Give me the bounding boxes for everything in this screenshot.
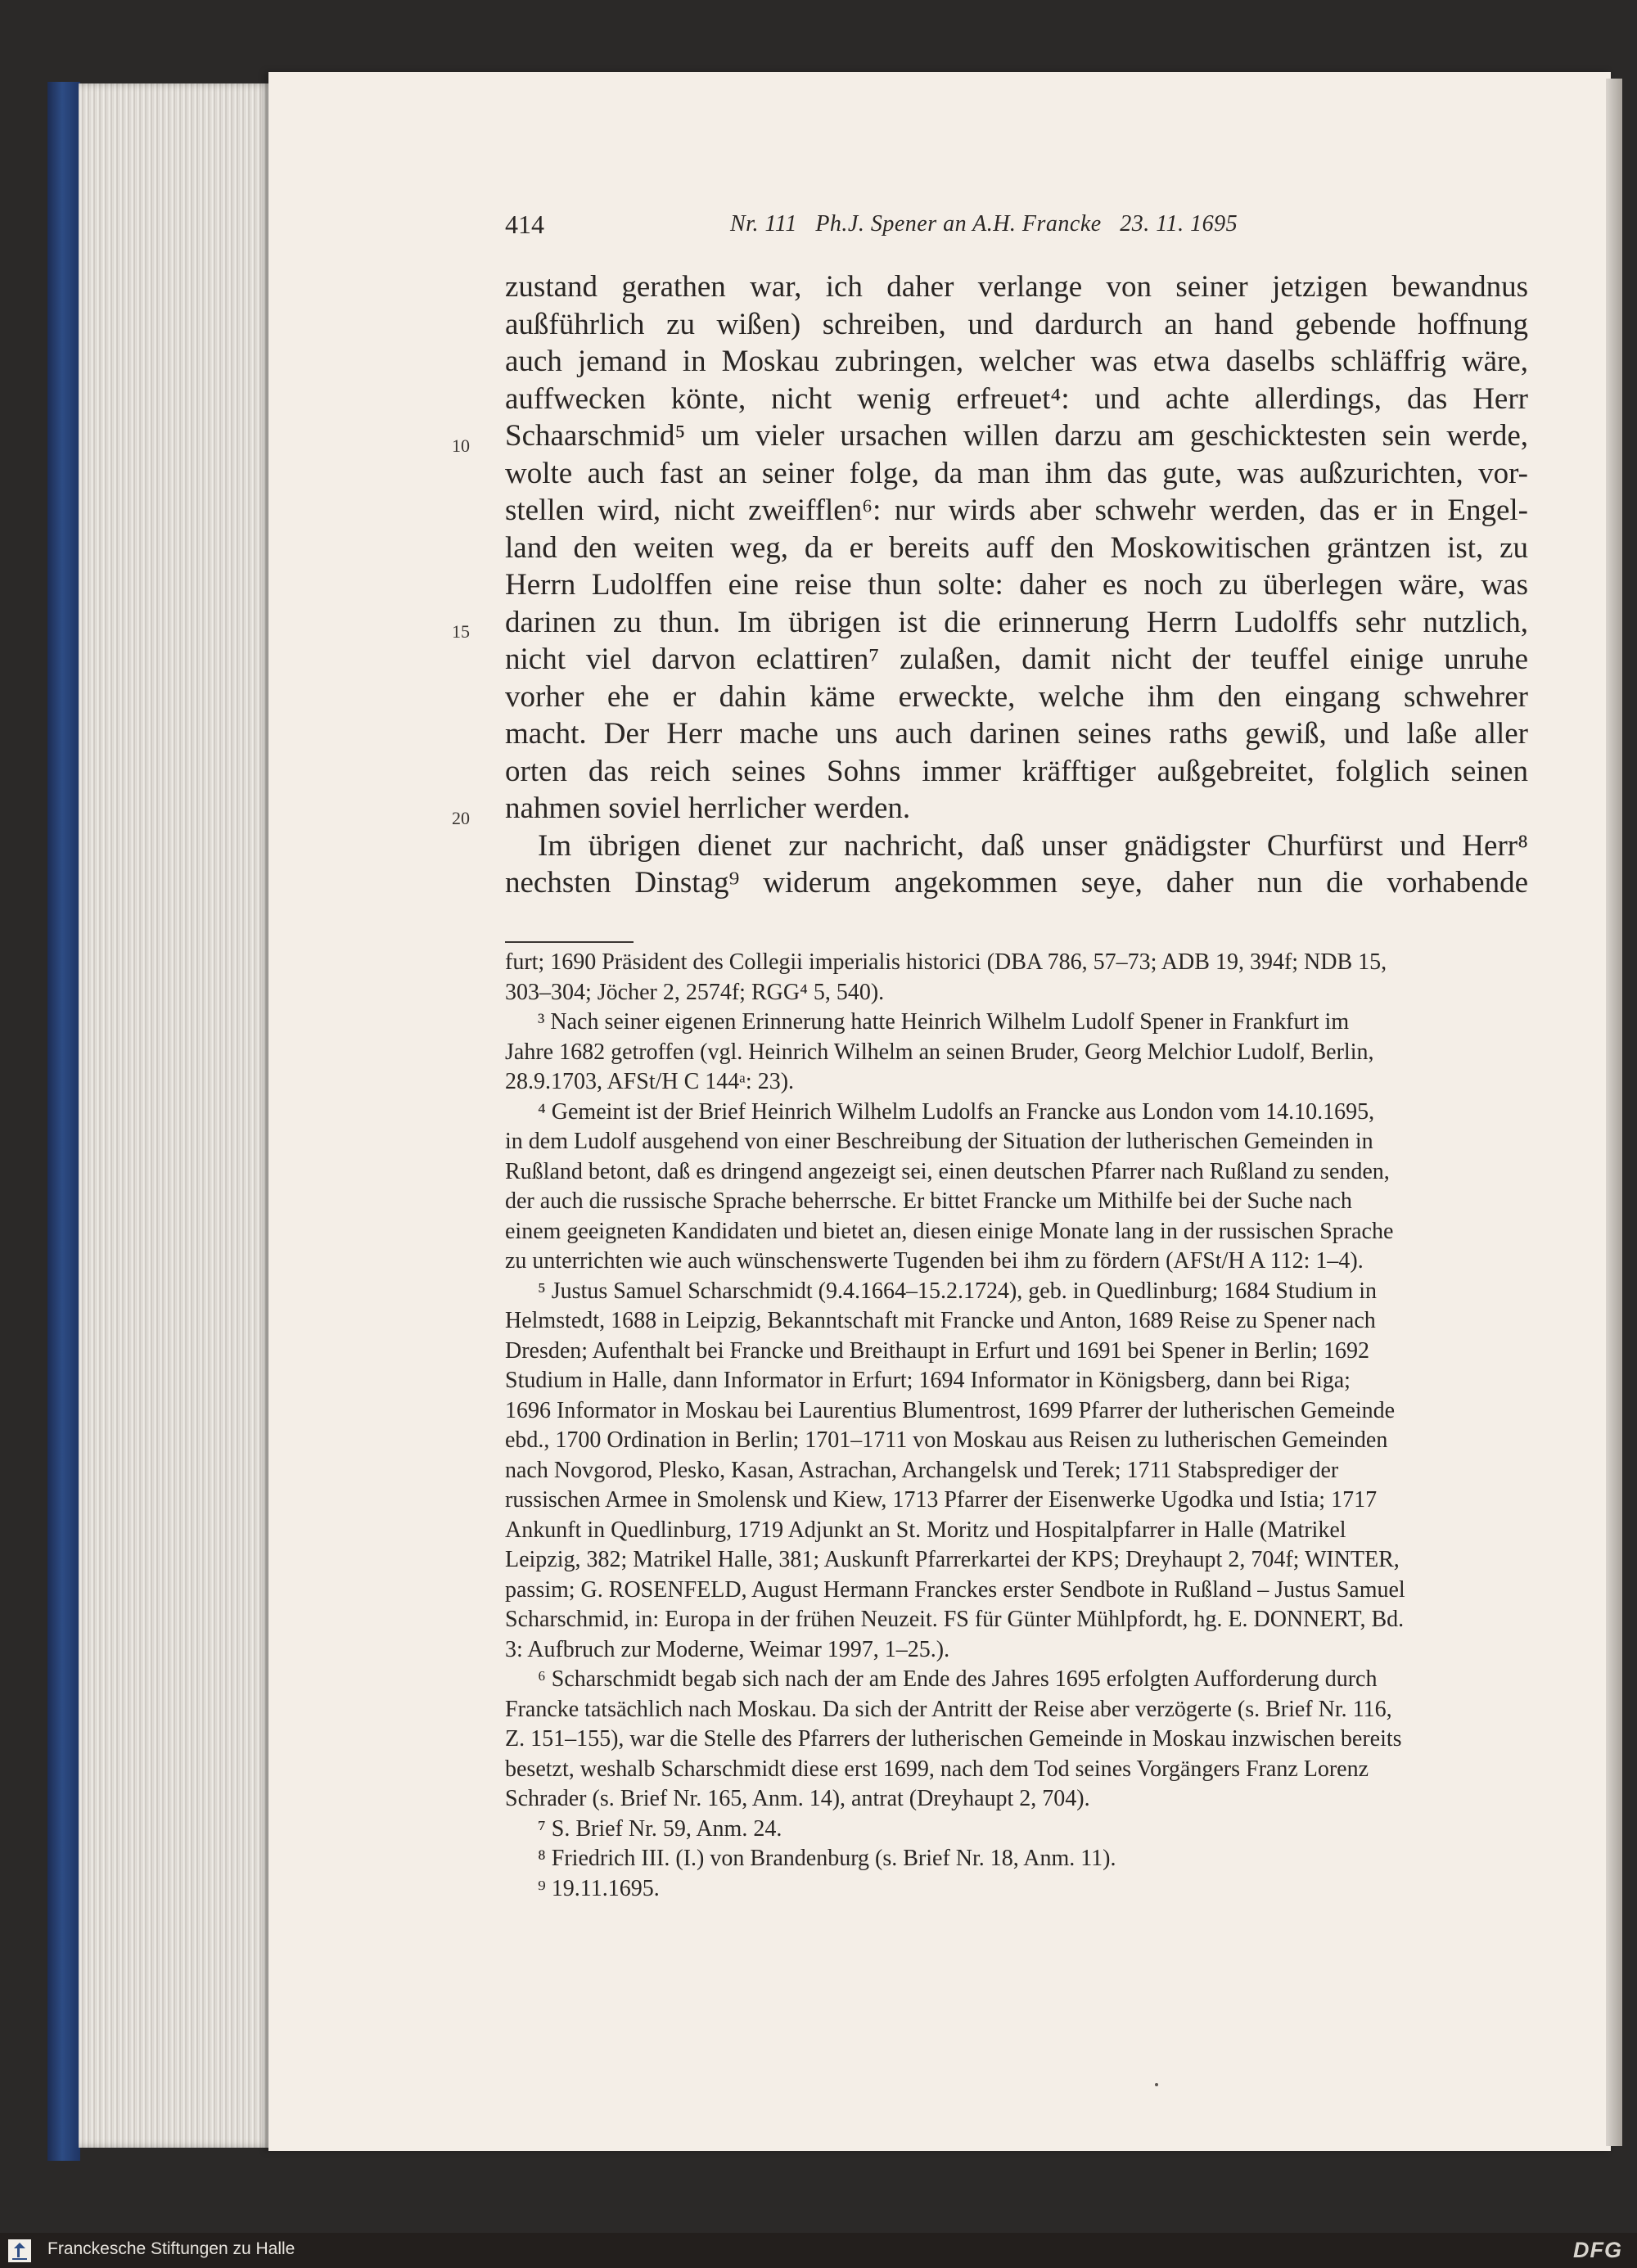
letter-body xyxy=(505,268,1528,902)
institution-logo-icon xyxy=(8,2239,31,2262)
body-line: wolte auch fast an seiner folge, da man ihm das gute, was außzurichten, vor- xyxy=(505,456,1528,490)
body-line: nahmen soviel herrlicher werden. xyxy=(505,791,911,825)
footnote-line: russischen Armee in Smolensk und Kiew, 1713 Pfarrer der Eisenwerke Ugodka und Istia; 1717 xyxy=(505,1487,1378,1513)
footnote-line: Francke tatsächlich nach Moskau. Da sich der Antritt der Reise aber verzögerte (s. Brief Nr. 116, xyxy=(505,1696,1392,1722)
footnote-line: ebd., 1700 Ordination in Berlin; 1701–1711 von Moskau aus Reisen zu lutherischen Gemeinden xyxy=(505,1427,1388,1453)
footnote-line: passim; G. ROSENFELD, August Hermann Franckes erster Sendbote in Rußland – Justus Samuel xyxy=(505,1576,1405,1603)
footnote-line: besetzt, weshalb Scharschmidt diese erst 1699, nach dem Tod seines Vorgängers Franz Lorenz xyxy=(505,1756,1369,1782)
footnote-line: Dresden; Aufenthalt bei Francke und Breithaupt in Erfurt und 1691 bei Spener in Berlin; 1692 xyxy=(505,1337,1369,1364)
footnote-4 xyxy=(505,1098,1528,1277)
footnote-line: 28.9.1703, AFSt/H C 144ᵃ: 23). xyxy=(505,1069,795,1094)
body-line: darinen zu thun. Im übrigen ist die erinnerung Herrn Ludolffs sehr nutzlich, xyxy=(505,605,1528,639)
line-number-20: 20 xyxy=(452,808,470,828)
body-line: vorher ehe er dahin käme erweckte, welche ihm den eingang schwehrer xyxy=(505,679,1528,714)
footnote-line: Studium in Halle, dann Informator in Erfurt; 1694 Informator in Königsberg, dann bei Riga; xyxy=(505,1368,1351,1393)
footnote-line: in dem Ludolf ausgehend von einer Beschreibung der Situation der lutherischen Gemeinden in xyxy=(505,1129,1373,1154)
footnote-line: zu unterrichten wie auch wünschenswerte Tugenden bei ihm zu fördern (AFSt/H A 112: 1–4). xyxy=(505,1248,1364,1274)
footnote-line: Leipzig, 382; Matrikel Halle, 381; Auskunft Pfarrerkartei der KPS; Dreyhaupt 2, 704f; WINTER, xyxy=(505,1547,1400,1572)
footnote-line: ⁵ Justus Samuel Scharschmidt (9.4.1664–15.2.1724), geb. in Quedlinburg; 1684 Studium in xyxy=(538,1278,1377,1304)
body-line: außführlich zu wißen) schreiben, und dardurch an hand gebende hoffnung xyxy=(505,307,1528,341)
page-speck xyxy=(1155,2083,1158,2086)
body-line: nechsten Dinstag⁹ widerum angekommen seye, daher nun die vorhabende xyxy=(505,866,1528,900)
footnote-line: Ankunft in Quedlinburg, 1719 Adjunkt an St. Moritz und Hospitalpfarrer in Halle (Matrikel xyxy=(505,1517,1346,1543)
body-line: nicht viel darvon eclattiren⁷ zulaßen, damit nicht der teuffel einige unruhe xyxy=(505,643,1528,676)
footnote-line: der auch die russische Sprache beherrsche. Er bittet Francke um Mithilfe bei der Suche nach xyxy=(505,1188,1352,1214)
footnote-line: Rußland betont, daß es dringend angezeigt sei, einen deutschen Pfarrer nach Rußland zu senden, xyxy=(505,1158,1390,1184)
footnote-line: furt; 1690 Präsident des Collegii imperialis historici (DBA 786, 57–73; ADB 19, 394f; NDB 15, xyxy=(505,949,1387,975)
footnote-8: ⁸ Friedrich III. (I.) von Brandenburg (s. Brief Nr. 18, Anm. 11). xyxy=(538,1846,1116,1871)
body-line: Schaarschmid⁵ um vieler ursachen willen darzu am geschicktesten sein werde, xyxy=(505,419,1528,453)
footnote-line: ³ Nach seiner eigenen Erinnerung hatte Heinrich Wilhelm Ludolf Spener in Frankfurt im xyxy=(538,1009,1350,1035)
footnote-line: Helmstedt, 1688 in Leipzig, Bekanntschaft mit Francke und Anton, 1689 Reise zu Spener nach xyxy=(505,1308,1376,1333)
footnote-5 xyxy=(505,1277,1528,1666)
body-line: macht. Der Herr mache uns auch darinen seines raths gewiß, und laße aller xyxy=(505,717,1528,751)
body-line: zustand gerathen war, ich daher verlange von seiner jetzigen bewandnus xyxy=(505,270,1528,304)
footnote-separator xyxy=(505,941,634,943)
body-line: Im übrigen dienet zur nachricht, daß unser gnädigster Churfürst und Herr⁸ xyxy=(538,828,1528,863)
body-line: Herrn Ludolffen eine reise thun solte: daher es noch zu überlegen wäre, was xyxy=(505,568,1528,602)
body-line: land den weiten weg, da er bereits auff den Moskowitischen gräntzen ist, zu xyxy=(505,530,1528,565)
footnote-continuation xyxy=(505,948,1528,1008)
footnote-line: Schrader (s. Brief Nr. 165, Anm. 14), antrat (Dreyhaupt 2, 704). xyxy=(505,1786,1090,1811)
dfg-logo: DFG xyxy=(1573,2238,1622,2262)
footnote-line: 3: Aufbruch zur Moderne, Weimar 1997, 1–25.). xyxy=(505,1636,950,1662)
page-right-edge xyxy=(1606,79,1622,2146)
body-line: auffwecken könte, nicht wenig erfreuet⁴: und achte allerdings, das Herr xyxy=(505,381,1528,416)
viewer-footer xyxy=(0,2233,1637,2268)
body-line: auch jemand in Moskau zubringen, welcher was etwa daselbs schläffrig wäre, xyxy=(505,345,1528,378)
footnote-line: 303–304; Jöcher 2, 2574f; RGG⁴ 5, 540). xyxy=(505,979,885,1005)
footnote-line: 1696 Informator in Moskau bei Laurentius Blumentrost, 1699 Pfarrer der lutherischen Gemeinde xyxy=(505,1397,1396,1423)
line-number-10: 10 xyxy=(452,435,470,456)
footnote-line: einem geeigneten Kandidaten und bietet an, diesen einige Monate lang in der russischen Sprache xyxy=(505,1218,1394,1244)
footnote-3 xyxy=(505,1008,1528,1098)
body-line: orten das reich seines Sohns immer kräfftiger außgebreitet, folglich seinen xyxy=(505,754,1528,788)
footnote-line: ⁶ Scharschmidt begab sich nach der am Ende des Jahres 1695 erfolgten Aufforderung durch xyxy=(538,1666,1378,1692)
line-number-15: 15 xyxy=(452,621,470,642)
footnote-line: Z. 151–155), war die Stelle des Pfarrers der lutherischen Gemeinde in Moskau inzwischen bereits xyxy=(505,1726,1402,1752)
footnotes xyxy=(505,948,1528,1904)
footnote-7: ⁷ S. Brief Nr. 59, Anm. 24. xyxy=(538,1815,782,1842)
footnote-6 xyxy=(505,1665,1528,1815)
page-edges xyxy=(79,83,272,2148)
footnote-line: Scharschmid, in: Europa in der frühen Neuzeit. FS für Günter Mühlpfordt, hg. E. DONNERT, Bd. xyxy=(505,1607,1405,1632)
running-title: Nr. 111 Ph.J. Spener an A.H. Francke 23. 11. 1695 xyxy=(730,211,1238,237)
page-number: 414 xyxy=(505,210,544,239)
body-line: stellen wird, nicht zweifflen⁶: nur wirds aber schwehr werden, das er in Engel- xyxy=(505,494,1528,527)
footnote-line: Jahre 1682 getroffen (vgl. Heinrich Wilhelm an seinen Bruder, Georg Melchior Ludolf, Berlin, xyxy=(505,1039,1374,1065)
footnote-line: ⁴ Gemeint ist der Brief Heinrich Wilhelm Ludolfs an Francke aus London vom 14.10.1695, xyxy=(538,1098,1375,1125)
book-binding xyxy=(47,82,80,2161)
footnote-9: ⁹ 19.11.1695. xyxy=(538,1875,660,1901)
footnote-line: nach Novgorod, Plesko, Kasan, Astrachan, Archangelsk und Terek; 1711 Stabsprediger der xyxy=(505,1457,1339,1483)
institution-name: Franckesche Stiftungen zu Halle xyxy=(47,2239,295,2258)
page-header xyxy=(505,210,1528,246)
